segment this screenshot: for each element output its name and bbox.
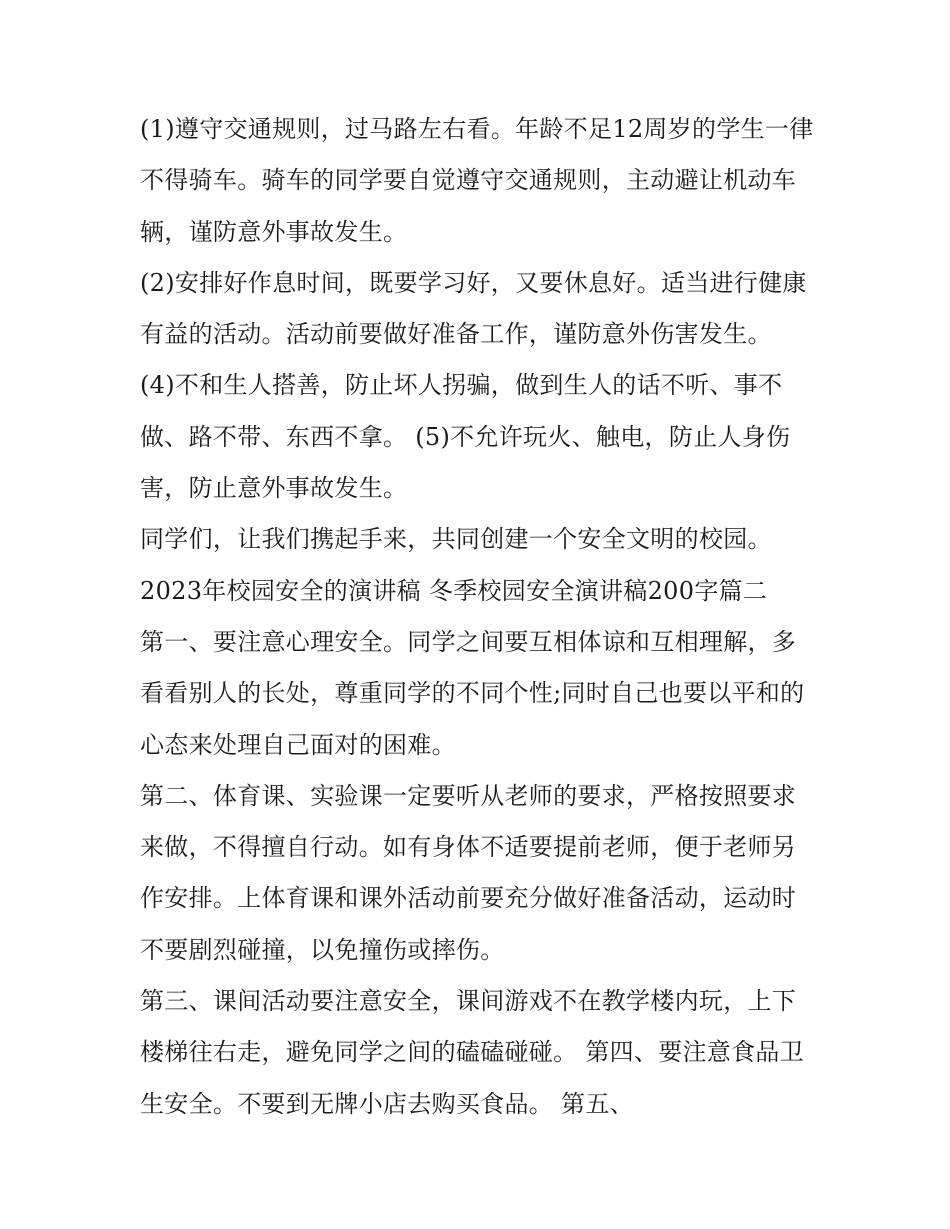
paragraph-recess-food: 第三、课间活动要注意安全，课间游戏不在教学楼内玩，上下楼梯往右走，避免同学之间的磕磕碰碰。 第四、要注意食品卫生安全。不要到无牌小店去购买食品。 第五、 — [140, 987, 805, 1118]
section-heading: 2023年校园安全的演讲稿 冬季校园安全演讲稿200字篇二 — [140, 576, 768, 605]
paragraph-strangers-fire: (4)不和生人搭善，防止坏人拐骗，做到生人的话不听、事不做、路不带、东西不拿。 (5)不允许玩火、触电，防止人身伤害，防止意外事故发生。 — [140, 371, 791, 503]
paragraph-call-to-action: 同学们，让我们携起手来，共同创建一个安全文明的校园。 — [140, 525, 772, 554]
paragraph-rest-schedule: (2)安排好作息时间，既要学习好，又要休息好。适当进行健康有益的活动。活动前要做好准备工作，谨防意外伤害发生。 — [140, 268, 807, 349]
paragraph-mental-safety: 第一、要注意心理安全。同学之间要互相体谅和互相理解，多看看别人的长处，尊重同学的不同个性;同时自己也要以平和的心态来处理自己面对的困难。 — [140, 627, 805, 759]
document-body — [140, 104, 820, 1130]
paragraph-pe-class: 第二、体育课、实验课一定要听从老师的要求，严格按照要求来做，不得擅自行动。如有身体不适要提前老师，便于老师另作安排。上体育课和课外活动前要充分做好准备活动，运动时不要剧烈碰撞，以免撞伤或摔伤。 — [140, 781, 797, 964]
paragraph-traffic-rules: (1)遵守交通规则，过马路左右看。年龄不足12周岁的学生一律不得骑车。骑车的同学要自觉遵守交通规则，主动避让机动车辆，谨防意外事故发生。 — [140, 115, 814, 246]
